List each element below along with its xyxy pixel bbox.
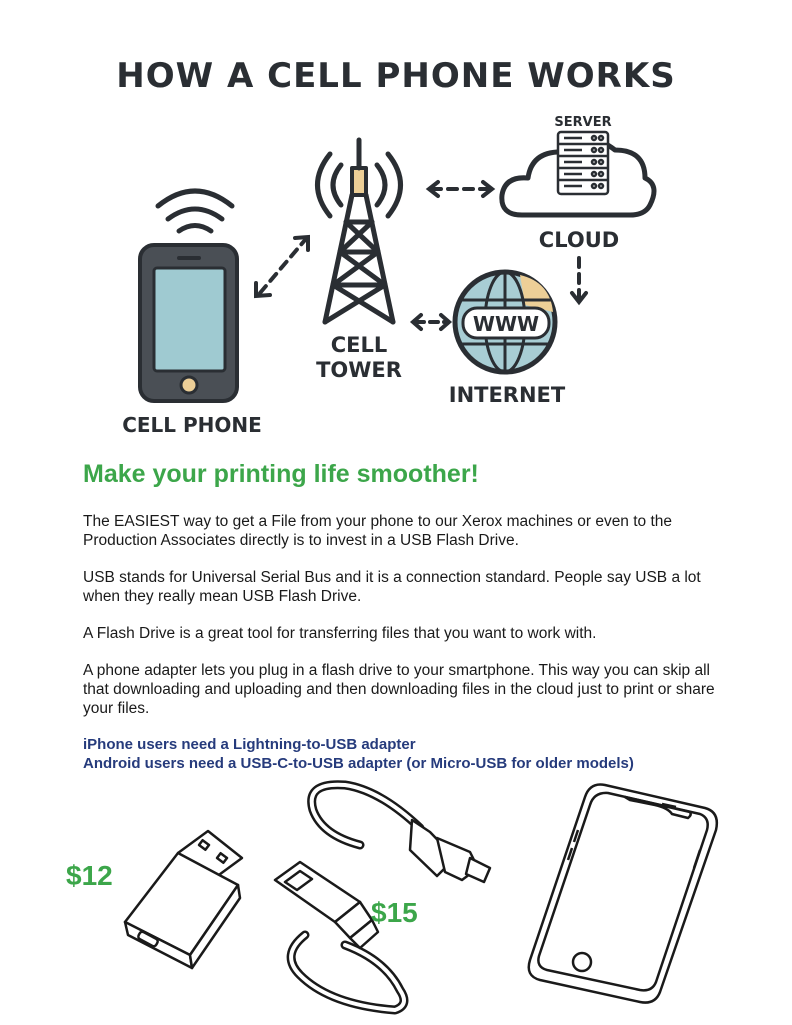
headline: Make your printing life smoother! bbox=[83, 460, 479, 488]
paragraph-easiest: The EASIEST way to get a File from your phone to our Xerox machines or even to the Production Associates directly is to invest in a USB Flash Drive. bbox=[83, 513, 673, 549]
cell-phone-label: CELL PHONE bbox=[122, 413, 262, 437]
tower-label-line1: CELL bbox=[330, 333, 388, 357]
paragraph-usb-definition: USB stands for Universal Serial Bus and it is a connection standard. People say USB a lot when they really mean USB Flash Drive. bbox=[83, 569, 701, 605]
note-android: Android users need a USB-C-to-USB adapter (or Micro-USB for older models) bbox=[83, 755, 634, 772]
cell-tower-icon bbox=[318, 140, 401, 322]
page-title: HOW A CELL PHONE WORKS bbox=[116, 56, 676, 96]
server-icon bbox=[558, 132, 608, 194]
wifi-signal-icon bbox=[158, 191, 232, 231]
internet-label: INTERNET bbox=[448, 383, 566, 407]
usb-flash-drive-icon bbox=[125, 831, 242, 968]
paragraph-phone-adapter: A phone adapter lets you plug in a flash drive to your smartphone. This way you can skip all that downloading and uploading and then downloading files in the cloud just to print or share your files. bbox=[83, 662, 715, 717]
price-adapter: $15 bbox=[371, 897, 418, 928]
cell-phone-icon bbox=[140, 245, 237, 401]
globe-www-text: WWW bbox=[472, 312, 540, 336]
smartphone-icon bbox=[529, 785, 717, 1003]
paragraph-flash-drive: A Flash Drive is a great tool for transferring files that you want to work with. bbox=[83, 625, 597, 642]
arrow-tower-internet-icon bbox=[413, 315, 449, 329]
arrow-phone-tower-icon bbox=[256, 237, 308, 296]
arrow-cloud-internet-icon bbox=[572, 258, 586, 302]
arrow-tower-cloud-icon bbox=[429, 182, 492, 196]
cloud-label: CLOUD bbox=[538, 228, 620, 252]
price-flash-drive: $12 bbox=[66, 860, 113, 891]
tower-label-line2: TOWER bbox=[316, 358, 402, 382]
server-label: SERVER bbox=[554, 115, 612, 130]
cell-phone-diagram bbox=[0, 100, 792, 445]
note-iphone: iPhone users need a Lightning-to-USB adapter bbox=[83, 736, 416, 753]
